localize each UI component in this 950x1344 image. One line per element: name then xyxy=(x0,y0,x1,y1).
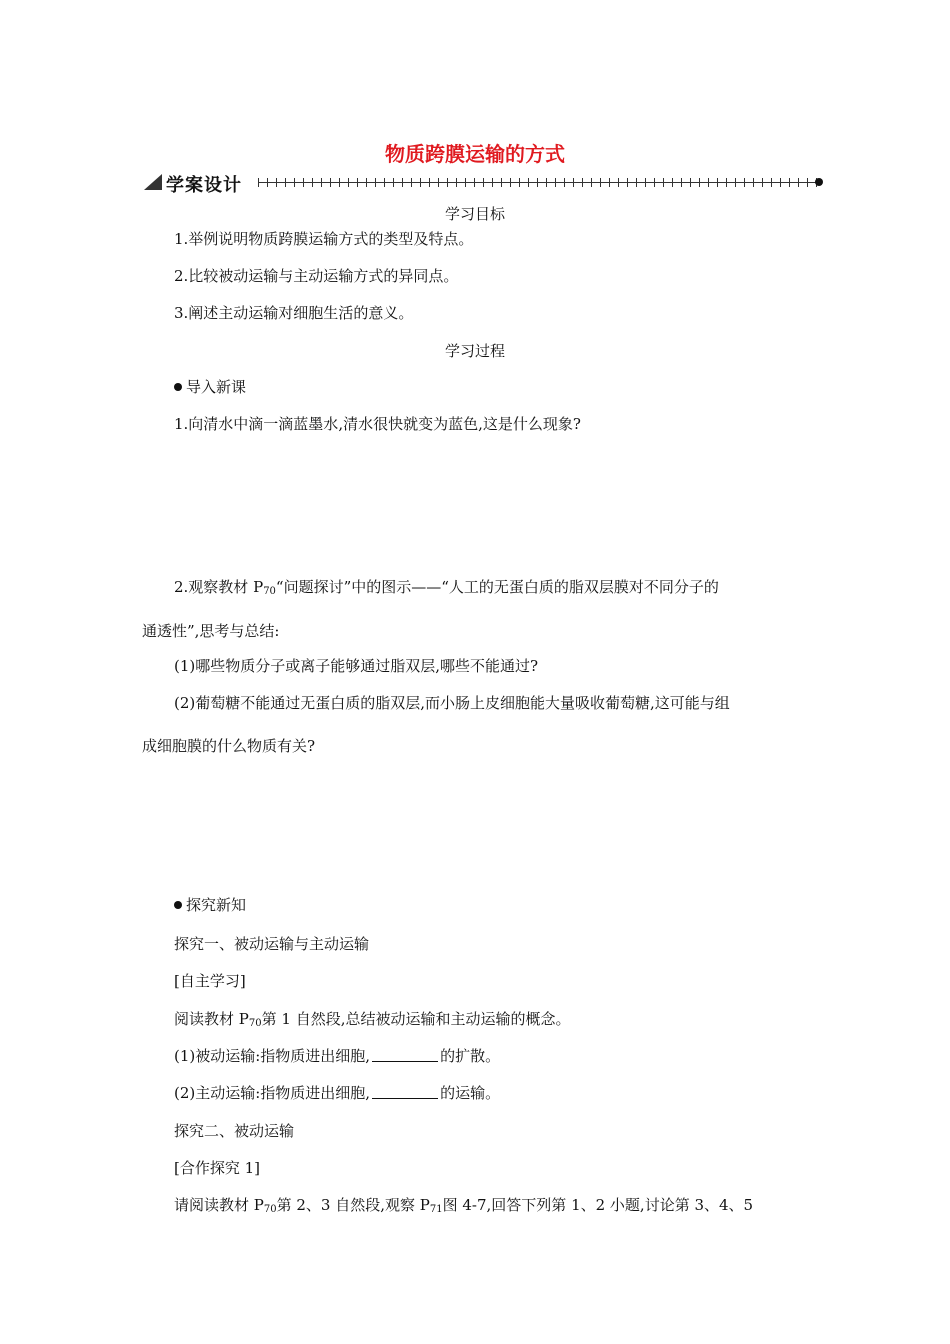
section-1-item-2: (2)主动运输:指物质进出细胞, 的运输。 xyxy=(174,1084,501,1102)
banner-label: 学案设计 xyxy=(166,175,242,196)
section-1-tag: [自主学习] xyxy=(174,972,246,990)
goal-item: 3.阐述主动运输对细胞生活的意义。 xyxy=(174,304,414,322)
page-title: 物质跨膜运输的方式 xyxy=(385,142,565,166)
explore-label: 探究新知 xyxy=(174,895,246,915)
goal-item: 2.比较被动运输与主动运输方式的异同点。 xyxy=(174,267,459,285)
intro-question-2-2: (2)葡萄糖不能通过无蛋白质的脂双层,而小肠上皮细胞能大量吸收葡萄糖,这可能与组 xyxy=(174,694,730,712)
bullet-icon xyxy=(174,383,182,391)
process-heading: 学习过程 xyxy=(444,342,505,360)
intro-label: 导入新课 xyxy=(174,377,246,397)
section-1-title: 探究一、被动运输与主动运输 xyxy=(174,935,370,953)
goals-heading: 学习目标 xyxy=(444,205,505,223)
divider-end-dot xyxy=(815,178,823,186)
intro-question-1: 1.向清水中滴一滴蓝墨水,清水很快就变为蓝色,这是什么现象? xyxy=(174,415,581,433)
section-2-title: 探究二、被动运输 xyxy=(174,1122,295,1140)
bullet-icon xyxy=(174,901,182,909)
intro-question-2-cont: 通透性”,思考与总结: xyxy=(142,622,280,640)
section-1-item-1: (1)被动运输:指物质进出细胞, 的扩散。 xyxy=(174,1047,501,1065)
triangle-icon xyxy=(144,174,162,190)
intro-question-2: 2.观察教材 $P_{70}“$问题探讨”中的图示——“人工的无蛋白质的脂双层膜对不同分子的 xyxy=(174,578,719,597)
section-2-reading: 请阅读教材 $P_{70}$第 2、3 自然段,观察 $P_{71}$图 4-7,回答下列第 1、2 小题,讨论第 3、4、5 xyxy=(174,1196,754,1215)
intro-question-2-1: (1)哪些物质分子或离子能够通过脂双层,哪些不能通过? xyxy=(174,657,539,675)
section-1-reading: 阅读教材 $P_{70}$第 1 自然段,总结被动运输和主动运输的概念。 xyxy=(174,1010,571,1029)
fill-blank[interactable] xyxy=(372,1084,438,1099)
goal-item: 1.举例说明物质跨膜运输方式的类型及特点。 xyxy=(174,230,474,248)
section-banner xyxy=(140,170,825,196)
fill-blank[interactable] xyxy=(372,1047,438,1062)
divider-ticks xyxy=(258,178,817,187)
section-2-tag: [合作探究 1] xyxy=(174,1159,261,1177)
intro-question-2-2-cont: 成细胞膜的什么物质有关? xyxy=(142,737,316,755)
